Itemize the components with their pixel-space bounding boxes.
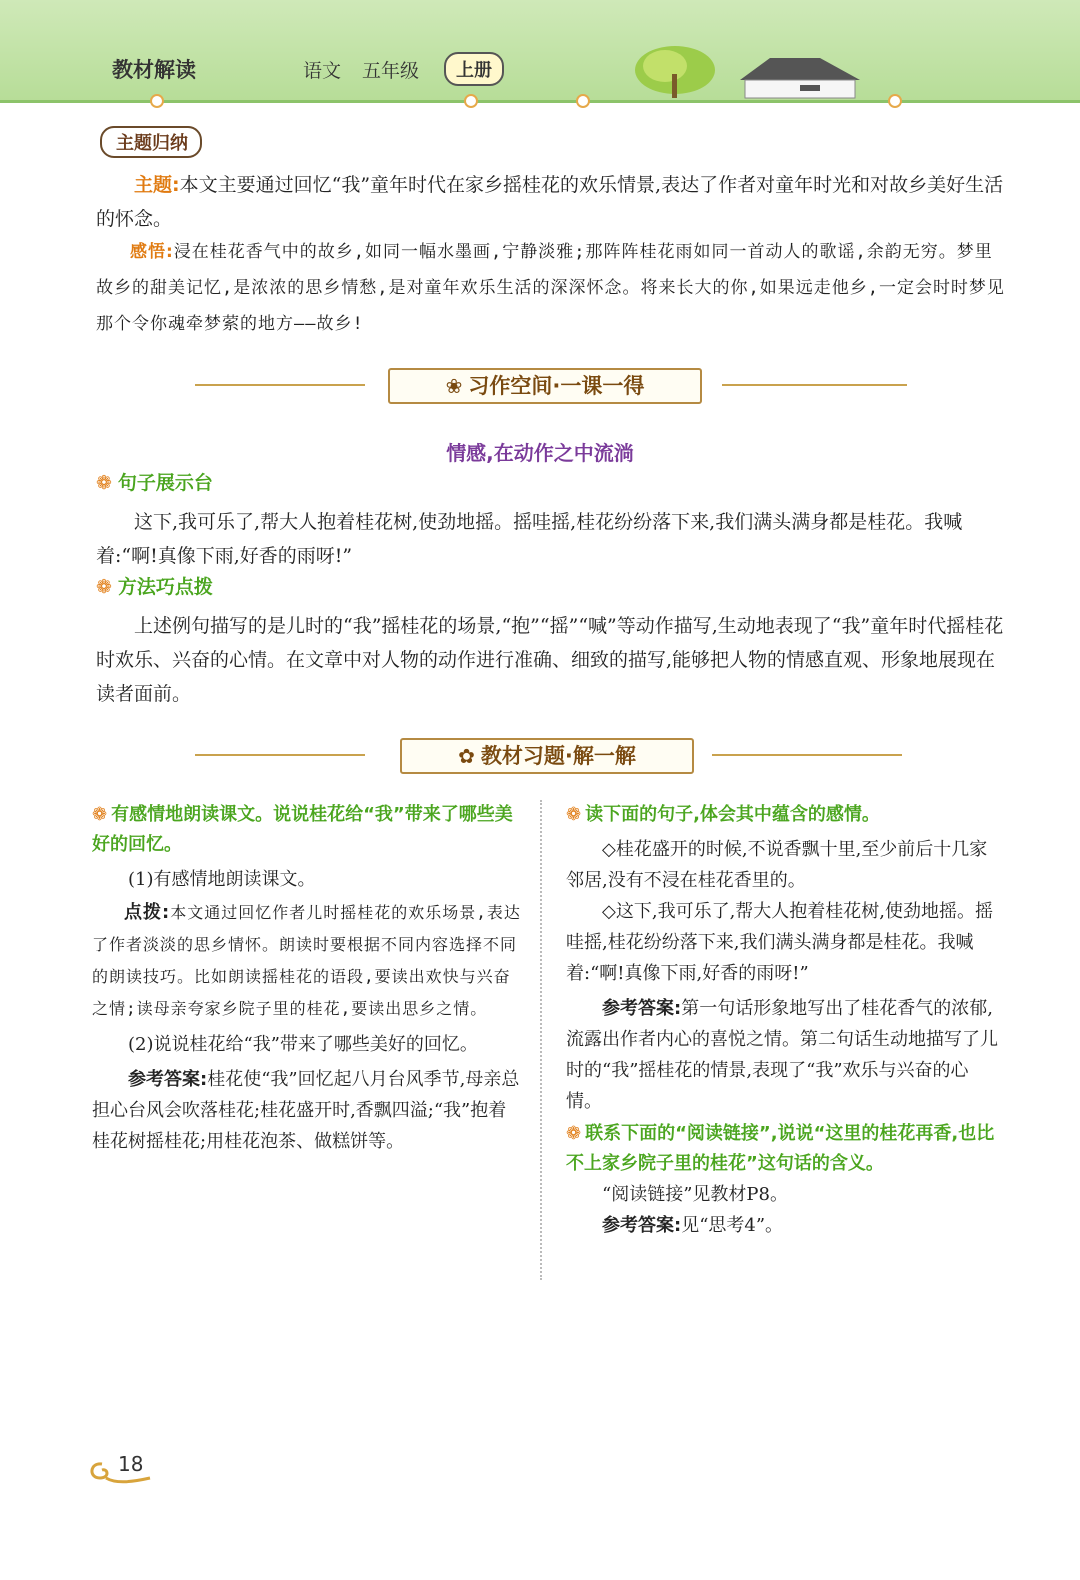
method-tips-heading — [96, 572, 213, 599]
answer-3-paragraph — [566, 1210, 1004, 1241]
theme-label: 主题: — [134, 174, 180, 196]
header-dot-icon — [150, 94, 164, 108]
exercise-left-column — [92, 800, 524, 1157]
quoted-sentence-1: ◇桂花盛开的时候,不说香飘十里,至少前后十几家邻居,没有不浸在桂花香里的。 — [566, 839, 988, 891]
banner-rule-left — [195, 754, 365, 756]
answer-1-paragraph — [92, 1064, 524, 1157]
insight-text: 浸在桂花香气中的故乡,如同一幅水墨画,宁静淡雅;那阵阵桂花雨如同一首动人的歌谣,余韵无穷。梦里故乡的甜美记忆,是浓浓的思乡情愁,是对童年欢乐生活的深深怀念。将来长大的你,如果远走他乡,一定会时时梦见那个令你魂牵梦萦的地方——故乡! — [96, 242, 1005, 334]
theme-text: 本文主要通过回忆“我”童年时代在家乡摇桂花的欢乐情景,表达了作者对童年时光和对故乡美好生活的怀念。 — [96, 174, 1004, 230]
flower-bullet-icon: ❁ — [96, 472, 112, 494]
column-divider — [540, 800, 542, 1280]
reading-link-note: “阅读链接”见教材P8。 — [602, 1184, 788, 1205]
house-tree-illustration — [620, 40, 870, 100]
sentence-showcase-heading — [96, 468, 213, 495]
exercise-banner-label: 教材习题·解一解 — [480, 744, 636, 768]
tip-text: 本文通过回忆作者儿时摇桂花的欢乐场景,表达了作者淡淡的思乡情怀。朗读时要根据不同内容选择不同的朗读技巧。比如朗读摇桂花的语段,要读出欢快与兴奋之情;读母亲夸家乡院子里的桂花,要读出思乡之情。 — [92, 903, 521, 1018]
page-number: 18 — [118, 1452, 144, 1476]
answer-label: 参考答案: — [602, 1215, 682, 1236]
writing-subtitle: 情感,在动作之中流淌 — [446, 441, 634, 465]
quoted-sentence-2: ◇这下,我可乐了,帮大人抱着桂花树,使劲地摇。摇哇摇,桂花纷纷落下来,我们满头满身都是桂花。我喊着:“啊!真像下雨,好香的雨呀!” — [566, 901, 994, 984]
question-3 — [566, 1119, 1004, 1179]
header-dot-icon — [464, 94, 478, 108]
answer-2-paragraph — [566, 993, 1004, 1117]
banner-rule-left — [195, 384, 365, 386]
header-grade: 五年级 — [362, 60, 420, 82]
insight-label: 感悟: — [130, 242, 174, 262]
header-dot-icon — [576, 94, 590, 108]
theme-paragraph — [96, 168, 1008, 236]
answer-1-text: 桂花使“我”回忆起八月台风季节,母亲总担心台风会吹落桂花;桂花盛开时,香飘四溢;“我”抱着桂花树摇桂花;用桂花泡茶、做糕饼等。 — [92, 1069, 520, 1152]
exercise-section-banner — [400, 738, 694, 774]
sentence-head-label: 句子展示台 — [117, 472, 213, 494]
question-2-text: 读下面的句子,体会其中蕴含的感情。 — [585, 804, 880, 825]
insight-paragraph — [96, 234, 1008, 342]
question-1-text: 有感情地朗读课文。说说桂花给“我”带来了哪些美好的回忆。 — [92, 804, 513, 855]
method-head-label: 方法巧点拨 — [117, 576, 213, 598]
answer-label: 参考答案: — [602, 998, 682, 1019]
method-tips-text: 上述例句描写的是儿时的“我”摇桂花的场景,“抱”“摇”“喊”等动作描写,生动地表现了“我”童年时代摇桂花时欢乐、兴奋的心情。在文章中对人物的动作进行准确、细致的描写,能够把人物的情感直观、形象地展现在读者面前。 — [96, 615, 1004, 705]
question-3-text: 联系下面的“阅读链接”,说说“这里的桂花再香,也比不上家乡院子里的桂花”这句话的含义。 — [566, 1123, 995, 1174]
writing-section-banner — [388, 368, 702, 404]
question-2 — [566, 800, 1004, 830]
header-subject: 语文 — [303, 60, 342, 82]
flower-bullet-icon: ❁ — [566, 1123, 582, 1144]
lotus-icon: ✿ — [458, 744, 475, 768]
subquestion-1: (1)有感情地朗读课文。 — [128, 869, 316, 890]
banner-rule-right — [712, 754, 902, 756]
flower-icon: ❀ — [445, 374, 463, 398]
answer-2-text: 第一句话形象地写出了桂花香气的浓郁,流露出作者内心的喜悦之情。第二句话生动地描写了儿时的“我”摇桂花的情景,表现了“我”欢乐与兴奋的心情。 — [566, 998, 998, 1112]
writing-banner-label: 习作空间·一课一得 — [468, 374, 645, 398]
page-header — [0, 0, 1080, 103]
flower-bullet-icon: ❁ — [92, 804, 108, 825]
answer-label: 参考答案: — [128, 1069, 208, 1090]
answer-3-text: 见“思考4”。 — [681, 1215, 784, 1236]
sentence-showcase-text: 这下,我可乐了,帮大人抱着桂花树,使劲地摇。摇哇摇,桂花纷纷落下来,我们满头满身都是桂花。我喊着:“啊!真像下雨,好香的雨呀!” — [96, 511, 963, 567]
header-title: 教材解读 — [112, 58, 196, 82]
exercise-right-column — [566, 800, 1004, 1241]
tip-label: 点拨: — [124, 902, 171, 923]
header-dot-icon — [888, 94, 902, 108]
subquestion-2: (2)说说桂花给“我”带来了哪些美好的回忆。 — [128, 1034, 478, 1055]
banner-rule-right — [722, 384, 907, 386]
tip-paragraph — [92, 897, 524, 1025]
question-1 — [92, 800, 524, 860]
theme-section-tag: 主题归纳 — [100, 126, 202, 158]
flower-bullet-icon: ❁ — [96, 576, 112, 598]
header-volume-badge: 上册 — [444, 52, 504, 86]
flower-bullet-icon: ❁ — [566, 804, 582, 825]
